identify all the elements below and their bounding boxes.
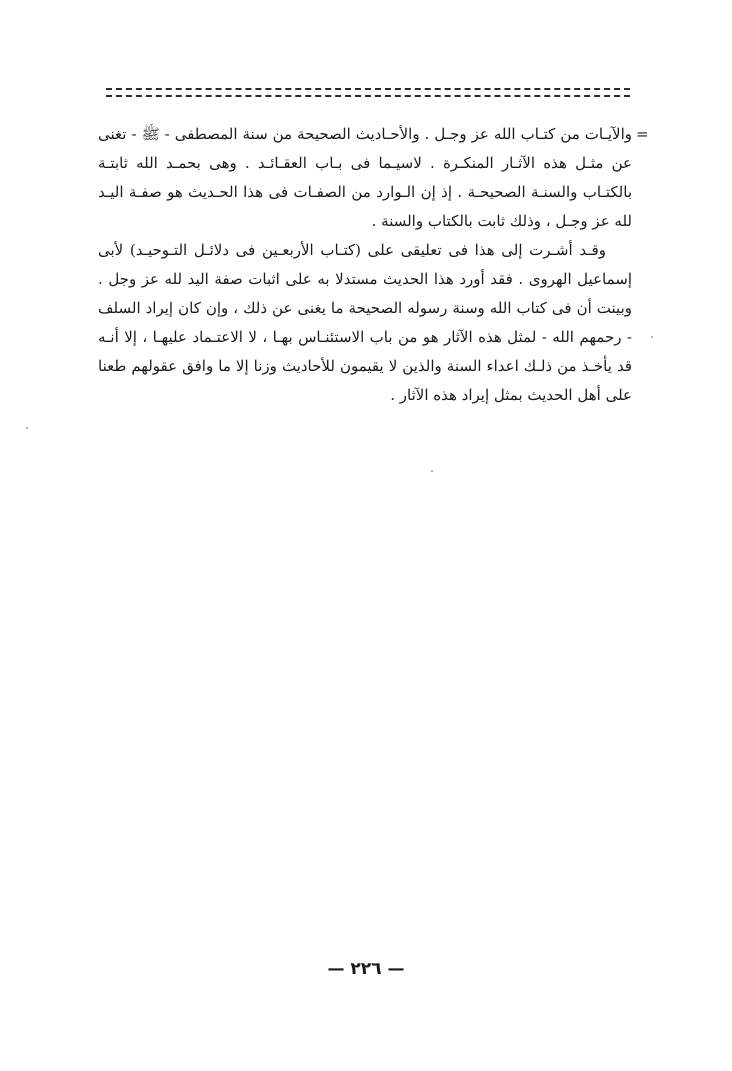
scan-speck	[431, 470, 433, 472]
header-dashed-rule-bottom	[106, 95, 630, 97]
page-number: — ٢٢٦ —	[327, 959, 405, 979]
paragraph-2-text: وقـد أشـرت إلى هذا فى تعليقى على (كتـاب الأربعـين فى دلائـل التـوحيـد) لأبى إسماعيل الهروى . فقد أورد هذا الحديث مستدلا به على اثبات صفة اليد لله عز وجل . وبينت أن فى كتاب الله وسنة رسوله الصحيحة ما يغنى عن ذلك ، وإن كان إيراد السلف - رحمهم الله - لمثل هذه الآثار هو من باب الاستئنـاس بهـا ، لا الاعتـماد عليهـا ، إلا أنـه قد يأخـذ من ذلـك اعداء السنة والذين لا يقيمون للأحاديث وزنا إلا ما وافق عقولهم طعنا على أهل الحديث بمثل إيراد هذه الآثار .	[98, 241, 632, 404]
scan-speck	[651, 336, 653, 338]
paragraph-2	[98, 236, 632, 410]
continuation-marker: =	[636, 125, 649, 143]
header-dashed-rule-top	[106, 88, 630, 90]
paragraph-1	[98, 120, 632, 236]
paragraph-1-text: والآيـات من كتـاب الله عز وجـل . والأحـاديث الصحيحة من سنة المصطفى - ﷺ - تغنى عن مثـل هذه الآثـار المنكـرة . لاسيـما فى بـاب العقـائـد . وهى بحمـد الله ثابتـة بالكتـاب والسنـة الصحيحـة . إذ إن الـوارد من الصفـات فى هذا الحـديث هو صفـة اليـد لله عز وجـل ، وذلك ثابت بالكتاب والسنة .	[98, 125, 632, 230]
scan-speck	[26, 427, 28, 429]
